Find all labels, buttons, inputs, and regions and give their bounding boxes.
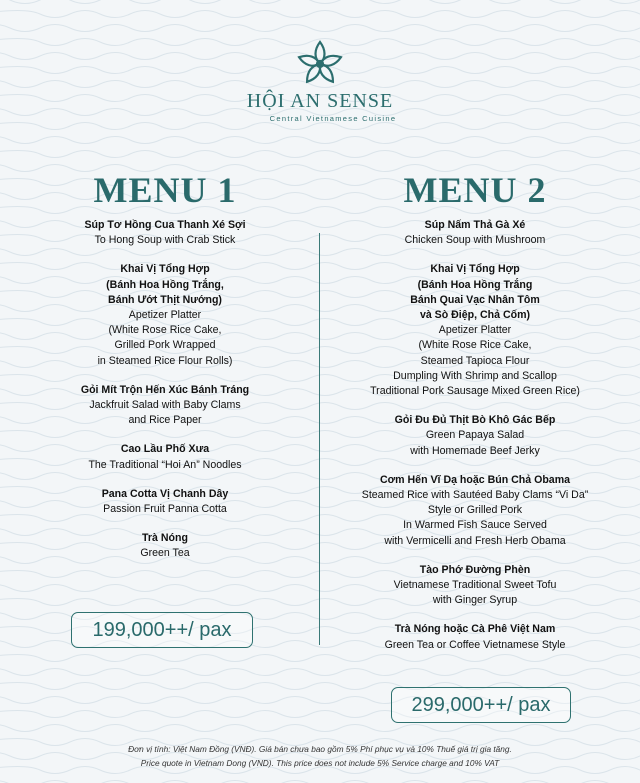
dish-name-vietnamese: Gỏi Đu Đủ Thịt Bò Khô Gác Bếp bbox=[394, 414, 556, 427]
menu-item bbox=[40, 262, 290, 368]
dish-name-english: The Traditional “Hoi An” Noodles bbox=[88, 458, 242, 471]
dish-name-vietnamese: Súp Tơ Hồng Cua Thanh Xé Sợi bbox=[84, 219, 246, 231]
dish-name-vietnamese: Tào Phớ Đường Phèn bbox=[419, 563, 531, 576]
dish-name-vietnamese: Cơm Hến Vĩ Dạ hoặc Bún Chả Obama bbox=[379, 473, 570, 486]
brand-name: HỘI AN SENSE bbox=[246, 90, 394, 112]
menu-item bbox=[345, 262, 605, 399]
menu-1-items bbox=[40, 218, 290, 562]
dish-name-english: Apetizer Platter (White Rose Rice Cake, Grilled Pork Wrapped in Steamed Rice Flour Rolls) bbox=[97, 309, 233, 367]
menu-1-column bbox=[40, 168, 290, 576]
footer-note-english: Price quote in Vietnam Dong (VND). This price does not include 5% Service charge and 10% VAT bbox=[140, 758, 500, 768]
menu-item bbox=[345, 473, 605, 549]
dish-name-vietnamese: Trà Nóng bbox=[142, 532, 188, 545]
menu-item bbox=[40, 487, 290, 517]
dish-name-english: To Hong Soup with Crab Stick bbox=[94, 234, 236, 247]
menu-item bbox=[40, 442, 290, 472]
dish-name-english: Green Tea bbox=[140, 547, 190, 560]
menu-2-price-badge: 299,000++/ pax bbox=[391, 687, 571, 723]
dish-name-english: Green Papaya Salad with Homemade Beef Jerky bbox=[410, 429, 540, 457]
footer-note-vietnamese: Đơn vị tính: Việt Nam Đồng (VNĐ). Giá bán chưa bao gồm 5% Phí phục vụ và 10% Thuế giá trị gia tăng. bbox=[128, 744, 512, 754]
brand-tagline: Central Vietnamese Cuisine bbox=[269, 114, 397, 123]
menu-item bbox=[345, 413, 605, 459]
menu-item bbox=[345, 622, 605, 652]
dish-name-english: Steamed Rice with Sautéed Baby Clams “Vi Da” Style or Grilled Pork In Warmed Fish Sauce Served with Vermicelli and Fresh Herb Obama bbox=[361, 489, 589, 547]
dish-name-vietnamese: Cao Lầu Phố Xưa bbox=[120, 443, 210, 456]
dish-name-vietnamese: Trà Nóng hoặc Cà Phê Việt Nam bbox=[394, 623, 556, 636]
dish-name-vietnamese: Súp Nấm Thả Gà Xé bbox=[424, 219, 526, 231]
menu-1-price-badge: 199,000++/ pax bbox=[71, 612, 253, 648]
dish-name-english: Jackfruit Salad with Baby Clams and Rice Paper bbox=[89, 399, 241, 427]
dish-name-english: Apetizer Platter (White Rose Rice Cake, Steamed Tapioca Flour Dumpling With Shrimp and Scallop Traditional Pork Sausage Mixed Green Rice) bbox=[370, 324, 580, 398]
menu-1-title: MENU 1 bbox=[93, 170, 237, 210]
menu-item bbox=[345, 218, 605, 248]
menu-item bbox=[40, 531, 290, 561]
menu-item bbox=[40, 218, 290, 248]
lotus-logo-icon bbox=[280, 38, 360, 88]
menu-2-title: MENU 2 bbox=[403, 170, 547, 210]
menu-item bbox=[345, 563, 605, 609]
menu-2-items bbox=[345, 218, 605, 653]
column-divider bbox=[319, 233, 320, 645]
dish-name-vietnamese: Khai Vị Tổng Hợp (Bánh Hoa Hồng Trắng, Bánh Ướt Thịt Nướng) bbox=[106, 263, 224, 306]
dish-name-english: Passion Fruit Panna Cotta bbox=[103, 503, 227, 516]
dish-name-english: Vietnamese Traditional Sweet Tofu with Ginger Syrup bbox=[393, 579, 557, 607]
dish-name-english: Green Tea or Coffee Vietnamese Style bbox=[384, 638, 566, 651]
menu-2-column bbox=[345, 168, 605, 667]
dish-name-english: Chicken Soup with Mushroom bbox=[404, 234, 546, 247]
dish-name-vietnamese: Gỏi Mít Trộn Hến Xúc Bánh Tráng bbox=[80, 383, 250, 396]
dish-name-vietnamese: Pana Cotta Vị Chanh Dây bbox=[101, 487, 229, 500]
menu-item bbox=[40, 383, 290, 429]
dish-name-vietnamese: Khai Vị Tổng Hợp (Bánh Hoa Hồng Trắng Bánh Quai Vạc Nhân Tôm và Sò Điệp, Chả Cốm) bbox=[410, 263, 540, 322]
